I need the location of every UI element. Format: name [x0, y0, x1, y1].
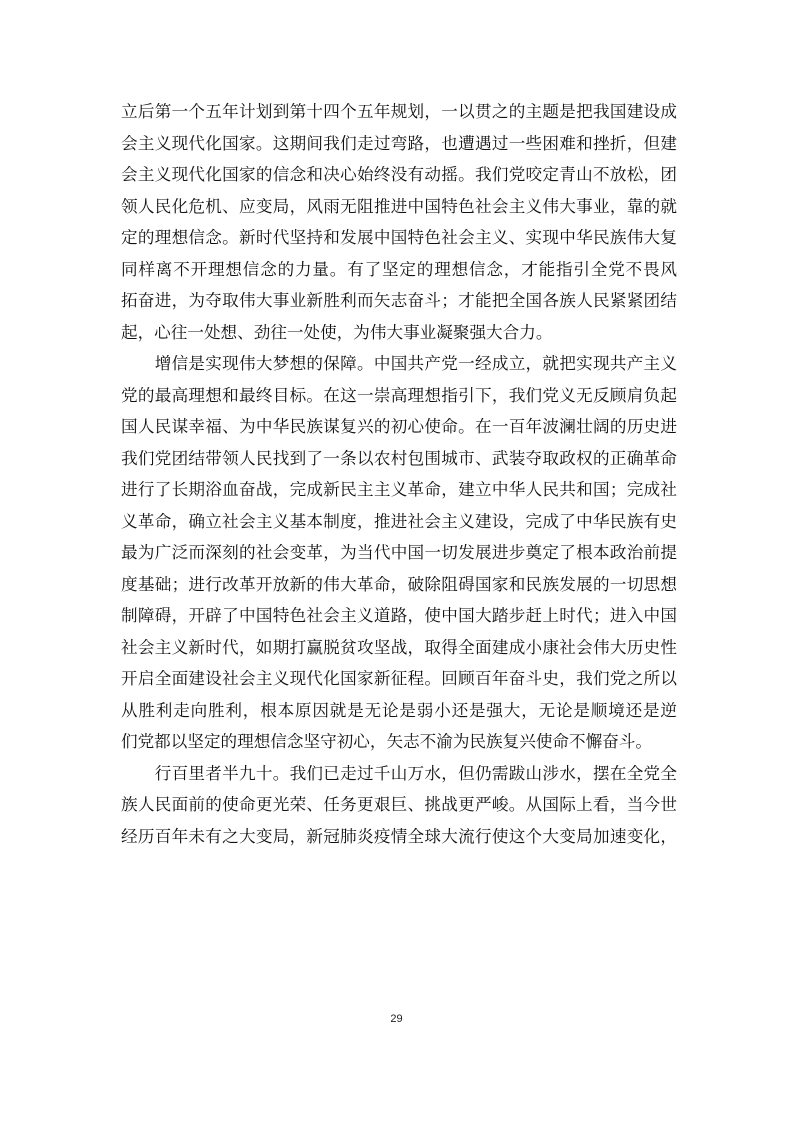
text-line: 同样离不开理想信念的力量。有了坚定的理想信念，才能指引全党不畏风 [121, 259, 677, 279]
text-line: 会主义现代化国家。这期间我们走过弯路，也遭遇过一些困难和挫折，但建 [121, 133, 677, 153]
text-line: 进行了长期浴血奋战，完成新民主主义革命，建立中华人民共和国；完成社 [121, 480, 677, 499]
paragraph-3 [121, 758, 677, 853]
text-line: 拓奋进，为夺取伟大事业新胜利而矢志奋斗；才能把全国各族人民紧紧团结 [121, 291, 677, 310]
text-line: 党的最高理想和最终目标。在这一崇高理想指引下，我们党义无反顾肩负起 [121, 385, 677, 405]
text-line: 定的理想信念。新时代坚持和发展中国特色社会主义、实现中华民族伟大复 [121, 228, 677, 247]
text-line: 从胜利走向胜利，根本原因就是无论是弱小还是强大，无论是顺境还是逆 [121, 700, 677, 720]
text-line: 社会主义新时代，如期打赢脱贫攻坚战，取得全面建成小康社会伟大历史性 [121, 637, 677, 657]
text-line: 起，心往一处想、劲往一处使，为伟大事业凝聚强大合力。 [121, 322, 553, 342]
paragraph-1 [121, 96, 677, 348]
page-number: 29 [390, 1013, 403, 1025]
paragraph-2 [121, 348, 677, 758]
text-line: 增信是实现伟大梦想的保障。中国共产党一经成立，就把实现共产主义 [154, 354, 677, 373]
text-line: 经历百年未有之大变局，新冠肺炎疫情全球大流行使这个大变局加速变化， [121, 826, 677, 846]
text-line: 义革命，确立社会主义基本制度，推进社会主义建设，完成了中华民族有史 [121, 511, 677, 531]
body-text [121, 96, 677, 852]
text-line: 制障碍，开辟了中国特色社会主义道路，使中国大踏步赶上时代；进入中国 [121, 606, 677, 625]
text-line: 行百里者半九十。我们已走过千山万水，但仍需跋山涉水，摆在全党全 [154, 763, 677, 783]
text-line: 会主义现代化国家的信念和决心始终没有动摇。我们党咬定青山不放松，团 [121, 165, 677, 184]
text-line: 立后第一个五年计划到第十四个五年规划，一以贯之的主题是把我国建设成 [121, 102, 677, 121]
text-line: 我们党团结带领人民找到了一条以农村包围城市、武装夺取政权的正确革命 [121, 448, 677, 468]
text-line: 族人民面前的使命更光荣、任务更艰巨、挑战更严峻。从国际上看，当今世 [121, 795, 677, 814]
text-line: 国人民谋幸福、为中华民族谋复兴的初心使命。在一百年波澜壮阔的历史进 [121, 417, 677, 436]
text-line: 开启全面建设社会主义现代化国家新征程。回顾百年奋斗史，我们党之所以 [121, 669, 677, 688]
text-line: 们党都以坚定的理想信念坚守初心，矢志不渝为民族复兴使命不懈奋斗。 [121, 732, 652, 751]
text-line: 度基础；进行改革开放新的伟大革命，破除阻碍国家和民族发展的一切思想 [121, 574, 677, 594]
text-line: 领人民化危机、应变局，风雨无阻推进中国特色社会主义伟大事业，靠的就 [121, 196, 677, 216]
text-line: 最为广泛而深刻的社会变革，为当代中国一切发展进步奠定了根本政治前提 [121, 543, 677, 562]
